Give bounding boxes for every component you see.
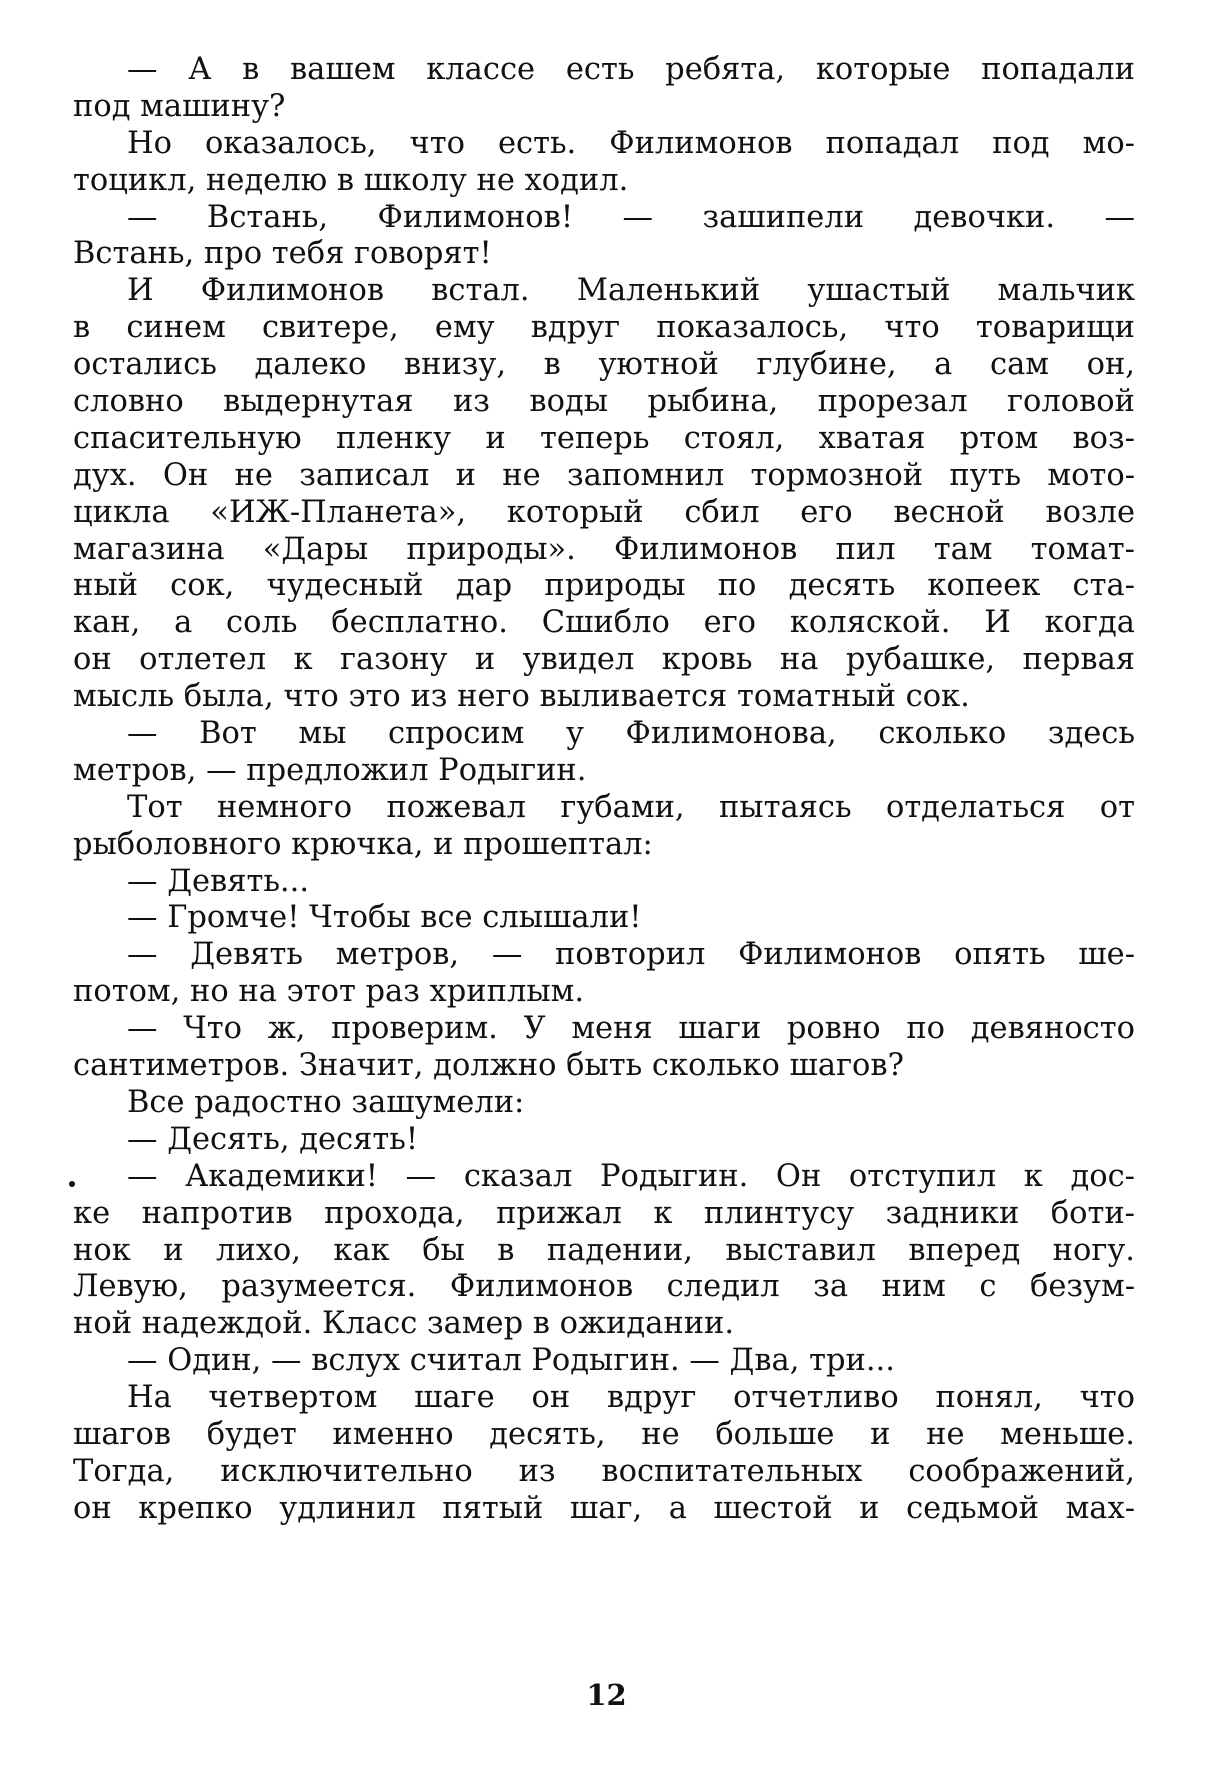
paragraph	[73, 716, 1135, 790]
text-line: спасительную пленку и теперь стоял, хватая ртом воз-	[73, 420, 1135, 456]
text-line: магазина «Дары природы». Филимонов пил там томат-	[73, 531, 1135, 567]
paragraph	[73, 864, 1135, 901]
paragraph	[73, 52, 1135, 126]
text-line: он крепко удлинил пятый шаг, а шестой и седьмой мах-	[73, 1490, 1135, 1526]
text-line: Все радостно зашумели:	[127, 1084, 525, 1120]
paragraph	[73, 1343, 1135, 1380]
text-line: словно выдернутая из воды рыбина, прорезал головой	[73, 384, 1135, 420]
text-line: — Девять метров, — повторил Филимонов опять ше-	[127, 937, 1135, 973]
text-line: Но оказалось, что есть. Филимонов попадал под мо-	[127, 125, 1135, 161]
paragraph	[73, 1085, 1135, 1122]
text-line: Тогда, исключительно из воспитательных соображений,	[73, 1453, 1135, 1489]
text-line: он отлетел к газону и увидел кровь на рубашке, первая	[73, 642, 1135, 678]
text-line: рыболовного крючка, и прошептал:	[73, 826, 653, 862]
text-line: — А в вашем классе есть ребята, которые попадали	[127, 52, 1135, 87]
text-line: в синем свитере, ему вдруг показалось, что товарищи	[73, 310, 1135, 346]
text-line: дух. Он не записал и не запомнил тормозной путь мото-	[73, 457, 1135, 493]
paragraph	[73, 200, 1135, 274]
text-line: остались далеко внизу, в уютной глубине, а сам он,	[73, 347, 1135, 383]
text-line: метров, — предложил Родыгин.	[73, 752, 587, 788]
paragraph	[73, 273, 1135, 716]
text-line: — Один, — вслух считал Родыгин. — Два, три...	[127, 1343, 895, 1379]
page-number: 12	[586, 1678, 627, 1712]
text-line: — Десять, десять!	[127, 1121, 419, 1157]
text-line: Левую, разумеется. Филимонов следил за ним с безум-	[73, 1269, 1135, 1305]
text-line: — Вот мы спросим у Филимонова, сколько здесь	[127, 716, 1135, 752]
text-line: Встань, про тебя говорят!	[73, 236, 492, 272]
text-line: мысль была, что это из него выливается томатный сок.	[73, 679, 970, 715]
paragraph	[73, 1159, 1135, 1343]
text-line: — Девять...	[127, 863, 310, 899]
text-line: ной надеждой. Класс замер в ожидании.	[73, 1306, 735, 1342]
text-line: ке напротив прохода, прижал к плинтусу задники боти-	[73, 1195, 1135, 1231]
paragraph	[73, 1011, 1135, 1085]
text-line: цикла «ИЖ-Планета», который сбил его весной возле	[73, 494, 1135, 530]
text-line: тоцикл, неделю в школу не ходил.	[73, 162, 629, 198]
text-line: Тот немного пожевал губами, пытаясь отделаться от	[127, 789, 1135, 825]
text-line: нок и лихо, как бы в падении, выставил вперед ногу.	[73, 1232, 1135, 1268]
text-line: шагов будет именно десять, не больше и не меньше.	[73, 1416, 1135, 1452]
paragraph	[73, 790, 1135, 864]
text-line: — Академики! — сказал Родыгин. Он отступил к дос-	[127, 1158, 1135, 1194]
ink-dot-mark	[69, 1181, 75, 1187]
paragraph	[73, 1380, 1135, 1528]
text-line: И Филимонов встал. Маленький ушастый мальчик	[127, 273, 1135, 309]
paragraph	[73, 900, 1135, 937]
paragraph	[73, 126, 1135, 200]
paragraph	[73, 1122, 1135, 1159]
text-line: под машину?	[73, 88, 286, 124]
text-line: кан, а соль бесплатно. Сшибло его коляской. И когда	[73, 605, 1135, 641]
text-line: ный сок, чудесный дар природы по десять копеек ста-	[73, 568, 1135, 604]
text-line: — Встань, Филимонов! — зашипели девочки. —	[127, 199, 1135, 235]
text-line: — Что ж, проверим. У меня шаги ровно по девяносто	[127, 1011, 1135, 1047]
paragraph	[73, 937, 1135, 1011]
text-line: сантиметров. Значит, должно быть сколько шагов?	[73, 1048, 904, 1084]
text-line: потом, но на этот раз хриплым.	[73, 974, 585, 1010]
text-line: На четвертом шаге он вдруг отчетливо понял, что	[127, 1380, 1135, 1416]
text-line: — Громче! Чтобы все слышали!	[127, 900, 642, 936]
page-text	[73, 52, 1135, 1528]
